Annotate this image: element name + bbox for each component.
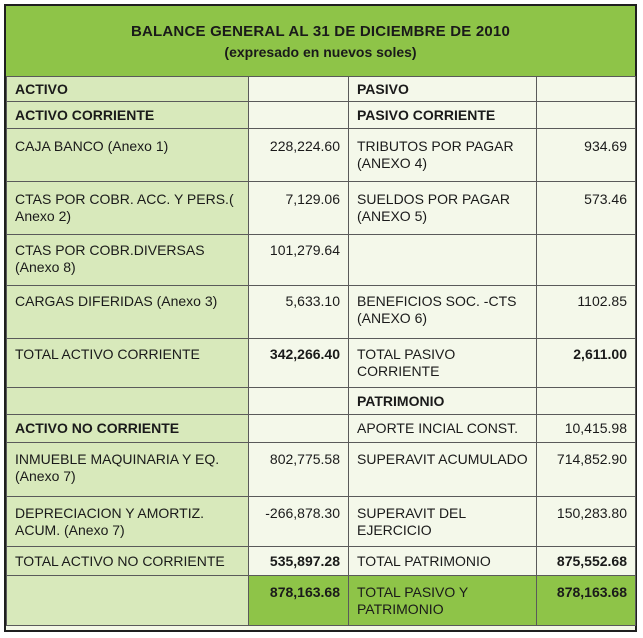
balance-table [6, 76, 636, 626]
page-subtitle: (expresado en nuevos soles) [224, 44, 417, 60]
page-title: BALANCE GENERAL AL 31 DE DICIEMBRE DE 2010 [130, 23, 511, 40]
table-row [7, 388, 636, 415]
cell-value [537, 235, 636, 286]
total-pasivo-corriente-value: 2,611.00 [537, 339, 636, 388]
cell-label [349, 235, 537, 286]
cell-value: 573.46 [537, 182, 636, 235]
total-activo-corriente-value: 342,266.40 [249, 339, 349, 388]
total-patrimonio-value: 875,552.68 [537, 547, 636, 576]
cell-label: CARGAS DIFERIDAS (Anexo 3) [7, 286, 249, 339]
cell-label: TRIBUTOS POR PAGAR (ANEXO 4) [349, 129, 537, 182]
table-row [7, 235, 636, 286]
cell-value: 150,283.80 [537, 497, 636, 547]
cell-value [249, 415, 349, 443]
table-row-grand-total [7, 576, 636, 626]
total-activo-no-corriente-label: TOTAL ACTIVO NO CORRIENTE [7, 547, 249, 576]
cell-label: CAJA BANCO (Anexo 1) [7, 129, 249, 182]
total-activo-corriente-label: TOTAL ACTIVO CORRIENTE [7, 339, 249, 388]
total-pasivo-corriente-label: TOTAL PASIVO CORRIENTE [349, 339, 537, 388]
cell-label: DEPRECIACION Y AMORTIZ. ACUM. (Anexo 7) [7, 497, 249, 547]
table-row [7, 415, 636, 443]
section-label-pasivo-corriente: PASIVO CORRIENTE [349, 102, 537, 129]
cell-value: 228,224.60 [249, 129, 349, 182]
section-label-activo-no-corriente: ACTIVO NO CORRIENTE [7, 415, 249, 443]
total-pasivo-patrimonio-label: TOTAL PASIVO Y PATRIMONIO [349, 576, 537, 626]
cell-label: SUELDOS POR PAGAR (ANEXO 5) [349, 182, 537, 235]
balance-header [6, 6, 635, 78]
cell-value [249, 77, 349, 102]
balance-sheet [4, 4, 637, 632]
table-row [7, 497, 636, 547]
table-row [7, 443, 636, 497]
cell-value [249, 102, 349, 129]
total-patrimonio-label: TOTAL PATRIMONIO [349, 547, 537, 576]
total-activo-value: 878,163.68 [249, 576, 349, 626]
section-label-activo-corriente: ACTIVO CORRIENTE [7, 102, 249, 129]
section-label-pasivo: PASIVO [349, 77, 537, 102]
table-row-total [7, 339, 636, 388]
cell-value: 714,852.90 [537, 443, 636, 497]
cell-label: SUPERAVIT DEL EJERCICIO [349, 497, 537, 547]
section-label-patrimonio: PATRIMONIO [349, 388, 537, 415]
cell-value [537, 77, 636, 102]
cell-value: 7,129.06 [249, 182, 349, 235]
table-row-total [7, 547, 636, 576]
cell-label: APORTE INCIAL CONST. [349, 415, 537, 443]
cell-value: -266,878.30 [249, 497, 349, 547]
cell-value: 5,633.10 [249, 286, 349, 339]
cell-label: CTAS POR COBR.DIVERSAS (Anexo 8) [7, 235, 249, 286]
cell-label: BENEFICIOS SOC. -CTS (ANEXO 6) [349, 286, 537, 339]
table-row [7, 102, 636, 129]
cell-label: INMUEBLE MAQUINARIA Y EQ. (Anexo 7) [7, 443, 249, 497]
cell-value: 1102.85 [537, 286, 636, 339]
cell-label [7, 388, 249, 415]
cell-value: 10,415.98 [537, 415, 636, 443]
cell-label: SUPERAVIT ACUMULADO [349, 443, 537, 497]
table-row [7, 286, 636, 339]
cell-value [537, 102, 636, 129]
cell-label [7, 576, 249, 626]
cell-value: 934.69 [537, 129, 636, 182]
table-row [7, 129, 636, 182]
cell-value: 101,279.64 [249, 235, 349, 286]
table-row [7, 182, 636, 235]
cell-value: 802,775.58 [249, 443, 349, 497]
cell-value [249, 388, 349, 415]
table-row [7, 77, 636, 102]
cell-label: CTAS POR COBR. ACC. Y PERS.( Anexo 2) [7, 182, 249, 235]
total-pasivo-patrimonio-value: 878,163.68 [537, 576, 636, 626]
total-activo-no-corriente-value: 535,897.28 [249, 547, 349, 576]
section-label-activo: ACTIVO [7, 77, 249, 102]
cell-value [537, 388, 636, 415]
